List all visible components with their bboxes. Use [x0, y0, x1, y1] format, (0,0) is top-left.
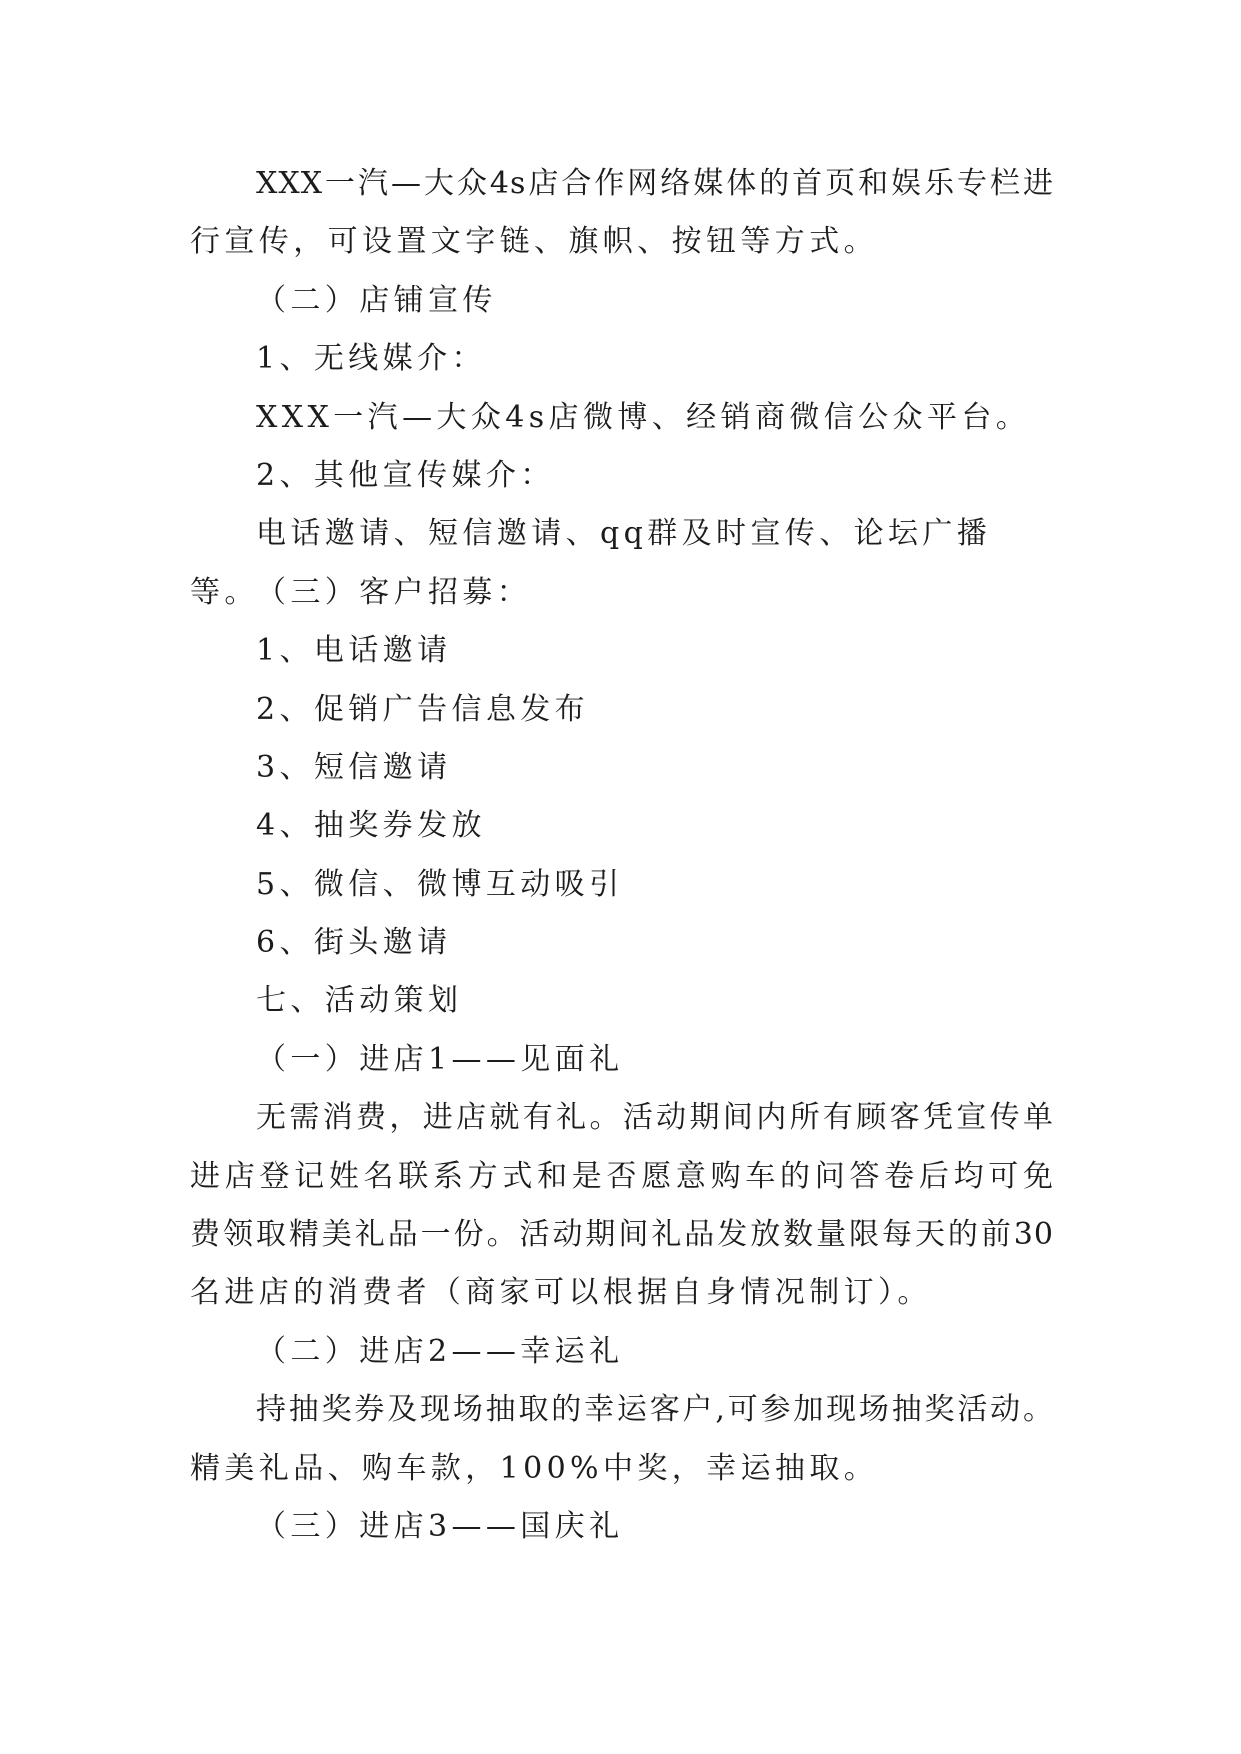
national-day-gift-heading: （三）进店3——国庆礼: [256, 1508, 624, 1544]
greeting-gift-line: 无需消费，进店就有礼。活动期间内所有顾客凭宣传单: [256, 1100, 1054, 1136]
other-media-text: 电话邀请、短信邀请、qq群及时宣传、论坛广播等。: [190, 516, 992, 610]
wireless-media-text: XXX一汽—大众4s店微博、经销商微信公众平台。: [256, 399, 1031, 435]
recruitment-list-item: 4、抽奖券发放: [256, 808, 486, 844]
recruitment-list-item: 2、促销广告信息发布: [256, 691, 590, 727]
greeting-gift-line: 名进店的消费者（商家可以根据自身情况制订）。: [190, 1275, 932, 1311]
activity-planning-heading: 七、活动策划: [256, 983, 463, 1019]
recruitment-list-item: 3、短信邀请: [256, 749, 452, 785]
intro-paragraph-line: XXX一汽—大众4s店合作网络媒体的首页和娱乐专栏进: [256, 166, 1054, 201]
store-promotion-heading: （二）店铺宣传: [256, 282, 497, 318]
customer-recruitment-heading: （三）客户招募：: [256, 574, 532, 610]
lucky-gift-line: 精美礼品、购车款，100%中奖，幸运抽取。: [190, 1450, 879, 1486]
recruitment-list-item: 6、街头邀请: [256, 925, 452, 961]
intro-paragraph-line: 行宣传，可设置文字链、旗帜、按钮等方式。: [190, 224, 878, 260]
other-media-label: 2、其他宣传媒介：: [256, 457, 555, 493]
document-body: [190, 155, 1054, 1556]
greeting-gift-heading: （一）进店1——见面礼: [256, 1041, 624, 1077]
wireless-media-label: 1、无线媒介：: [256, 341, 486, 377]
recruitment-list-item: 1、电话邀请: [256, 633, 452, 669]
greeting-gift-line: 进店登记姓名联系方式和是否愿意购车的问答卷后均可免: [190, 1158, 1054, 1194]
lucky-gift-heading: （二）进店2——幸运礼: [256, 1333, 624, 1369]
lucky-gift-line: 持抽奖券及现场抽取的幸运客户,可参加现场抽奖活动。: [256, 1392, 1054, 1428]
recruitment-list-item: 5、微信、微博互动吸引: [256, 866, 624, 902]
greeting-gift-line: 费领取精美礼品一份。活动期间礼品发放数量限每天的前30: [190, 1217, 1054, 1253]
